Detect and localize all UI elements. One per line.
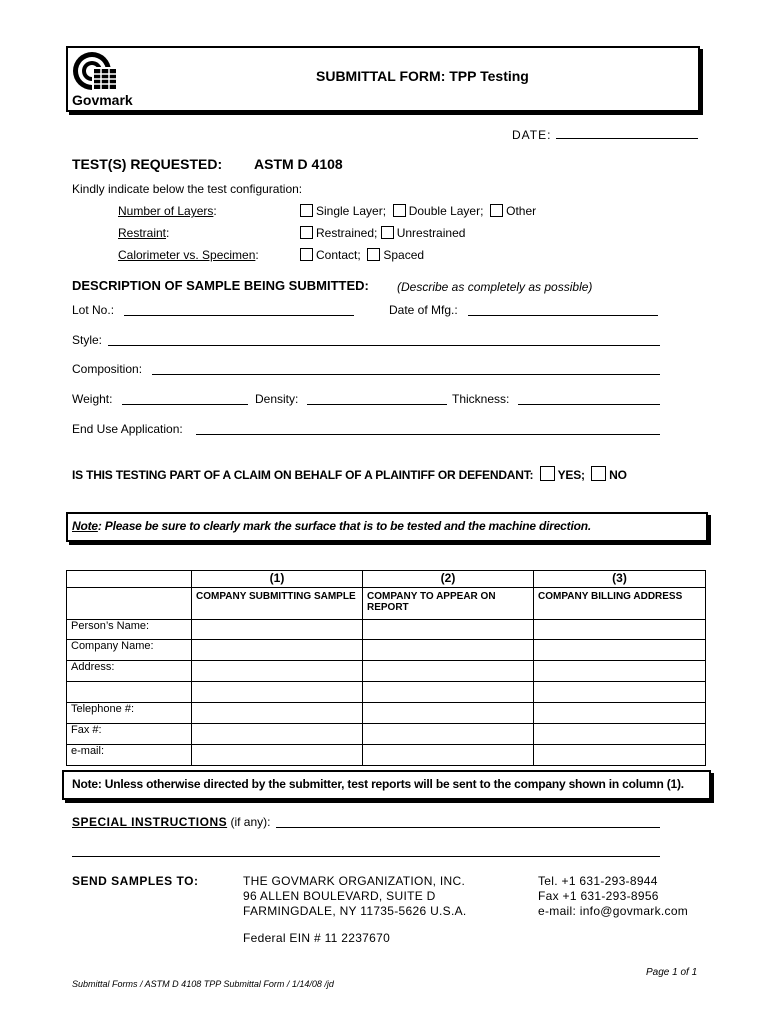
special-instructions-field[interactable] xyxy=(276,827,660,828)
cell-input[interactable] xyxy=(534,703,706,724)
contact-checkbox[interactable] xyxy=(300,248,313,261)
special-instructions-label: SPECIAL INSTRUCTIONS xyxy=(72,815,228,829)
table-row xyxy=(67,620,706,640)
col3-num: (3) xyxy=(534,571,706,588)
date-label: DATE: xyxy=(512,128,552,142)
table-corner xyxy=(67,571,192,588)
layers-options xyxy=(300,204,536,218)
special-instructions-field-2[interactable] xyxy=(72,856,660,857)
cell-input[interactable] xyxy=(534,661,706,682)
col2-num: (2) xyxy=(363,571,534,588)
fax-number: Fax +1 631-293-8956 xyxy=(538,889,659,903)
date-field[interactable] xyxy=(556,138,698,139)
address-line-1: 96 ALLEN BOULEVARD, SUITE D xyxy=(243,889,436,903)
table-row xyxy=(67,640,706,661)
cell-input[interactable] xyxy=(192,661,363,682)
address-line-2: FARMINGDALE, NY 11735-5626 U.S.A. xyxy=(243,904,467,918)
govmark-logo xyxy=(72,50,120,94)
row-label: Company Name: xyxy=(67,640,192,661)
description-hint: (Describe as completely as possible) xyxy=(397,280,593,294)
row-label: Person’s Name: xyxy=(67,620,192,640)
contact-table xyxy=(66,570,706,766)
lot-no-field[interactable] xyxy=(124,315,354,316)
composition-label: Composition: xyxy=(72,362,143,376)
col2-title: COMPANY TO APPEAR ON REPORT xyxy=(363,588,534,620)
cell-input[interactable] xyxy=(363,640,534,661)
weight-field[interactable] xyxy=(122,404,248,405)
single-layer-checkbox[interactable] xyxy=(300,204,313,217)
form-title: SUBMITTAL FORM: TPP Testing xyxy=(316,68,529,84)
row-label: Fax #: xyxy=(67,724,192,745)
cell-input[interactable] xyxy=(534,745,706,766)
lot-no-label: Lot No.: xyxy=(72,303,115,317)
send-samples-label: SEND SAMPLES TO: xyxy=(72,874,199,888)
cell-input[interactable] xyxy=(363,682,534,703)
note1-text: Note: Please be sure to clearly mark the surface that is to be tested and the machine direction. xyxy=(72,519,591,533)
col3-title: COMPANY BILLING ADDRESS xyxy=(534,588,706,620)
claim-no-checkbox[interactable] xyxy=(591,466,606,481)
restrained-label: Restrained; xyxy=(316,226,378,240)
table-row xyxy=(67,682,706,703)
end-use-field[interactable] xyxy=(196,434,660,435)
cell-input[interactable] xyxy=(534,640,706,661)
logo-text: Govmark xyxy=(72,92,133,108)
table-row xyxy=(67,724,706,745)
table-row xyxy=(67,661,706,682)
spaced-checkbox[interactable] xyxy=(367,248,380,261)
claim-yes-label: YES; xyxy=(557,468,585,482)
row-label: Address: xyxy=(67,661,192,682)
row-label xyxy=(67,682,192,703)
claim-no-label: NO xyxy=(609,468,627,482)
federal-ein: Federal EIN # 11 2237670 xyxy=(243,931,391,945)
cell-input[interactable] xyxy=(192,682,363,703)
date-mfg-label: Date of Mfg.: xyxy=(389,303,458,317)
composition-field[interactable] xyxy=(152,374,660,375)
style-field[interactable] xyxy=(108,345,660,346)
cell-input[interactable] xyxy=(363,724,534,745)
contact-label: Contact; xyxy=(316,248,361,262)
phone-number: Tel. +1 631-293-8944 xyxy=(538,874,658,888)
special-instructions-row xyxy=(72,815,270,829)
cell-input[interactable] xyxy=(363,703,534,724)
row-label: e-mail: xyxy=(67,745,192,766)
test-instruction: Kindly indicate below the test configuration: xyxy=(72,182,303,196)
contact-info-block xyxy=(538,874,688,919)
style-label: Style: xyxy=(72,333,103,347)
cell-input[interactable] xyxy=(534,682,706,703)
spaced-label: Spaced xyxy=(383,248,425,262)
double-layer-checkbox[interactable] xyxy=(393,204,406,217)
single-layer-label: Single Layer; xyxy=(316,204,387,218)
cell-input[interactable] xyxy=(363,745,534,766)
density-field[interactable] xyxy=(307,404,447,405)
cell-input[interactable] xyxy=(192,745,363,766)
unrestrained-checkbox[interactable] xyxy=(381,226,394,239)
weight-label: Weight: xyxy=(72,392,113,406)
restraint-label: Restraint: xyxy=(118,226,170,240)
restraint-options xyxy=(300,226,465,240)
send-address-block xyxy=(243,874,467,946)
cell-input[interactable] xyxy=(363,620,534,640)
thickness-label: Thickness: xyxy=(452,392,510,406)
page-number: Page 1 of 1 xyxy=(646,967,698,978)
end-use-label: End Use Application: xyxy=(72,422,183,436)
table-row xyxy=(67,745,706,766)
other-layer-checkbox[interactable] xyxy=(490,204,503,217)
layers-label: Number of Layers: xyxy=(118,204,217,218)
description-heading: DESCRIPTION OF SAMPLE BEING SUBMITTED: xyxy=(72,278,369,293)
other-layer-label: Other xyxy=(506,204,537,218)
calorimeter-options xyxy=(300,248,424,262)
calorimeter-label: Calorimeter vs. Specimen: xyxy=(118,248,259,262)
table-header-blank xyxy=(67,588,192,620)
note2-text: Note: Unless otherwise directed by the submitter, test reports will be sent to the company shown in column (1). xyxy=(72,777,684,791)
claim-row xyxy=(72,466,627,482)
thickness-field[interactable] xyxy=(518,404,660,405)
double-layer-label: Double Layer; xyxy=(408,204,484,218)
date-mfg-field[interactable] xyxy=(468,315,658,316)
tests-requested-label: TEST(S) REQUESTED: xyxy=(72,156,223,172)
restrained-checkbox[interactable] xyxy=(300,226,313,239)
table-row xyxy=(67,703,706,724)
col1-title: COMPANY SUBMITTING SAMPLE xyxy=(192,588,363,620)
col1-num: (1) xyxy=(192,571,363,588)
cell-input[interactable] xyxy=(534,724,706,745)
cell-input[interactable] xyxy=(192,724,363,745)
claim-question: IS THIS TESTING PART OF A CLAIM ON BEHALF OF A PLAINTIFF OR DEFENDANT: xyxy=(72,468,534,482)
cell-input[interactable] xyxy=(363,661,534,682)
special-instructions-suffix: (if any): xyxy=(227,815,271,829)
row-label: Telephone #: xyxy=(67,703,192,724)
unrestrained-label: Unrestrained xyxy=(396,226,466,240)
footer-reference: Submittal Forms / ASTM D 4108 TPP Submittal Form / 1/14/08 /jd xyxy=(72,979,334,989)
cell-input[interactable] xyxy=(192,703,363,724)
density-label: Density: xyxy=(255,392,299,406)
cell-input[interactable] xyxy=(192,640,363,661)
claim-yes-checkbox[interactable] xyxy=(540,466,555,481)
email-address[interactable]: e-mail: info@govmark.com xyxy=(538,904,689,918)
test-standard: ASTM D 4108 xyxy=(254,156,343,172)
org-name: THE GOVMARK ORGANIZATION, INC. xyxy=(243,874,466,888)
cell-input[interactable] xyxy=(534,620,706,640)
cell-input[interactable] xyxy=(192,620,363,640)
